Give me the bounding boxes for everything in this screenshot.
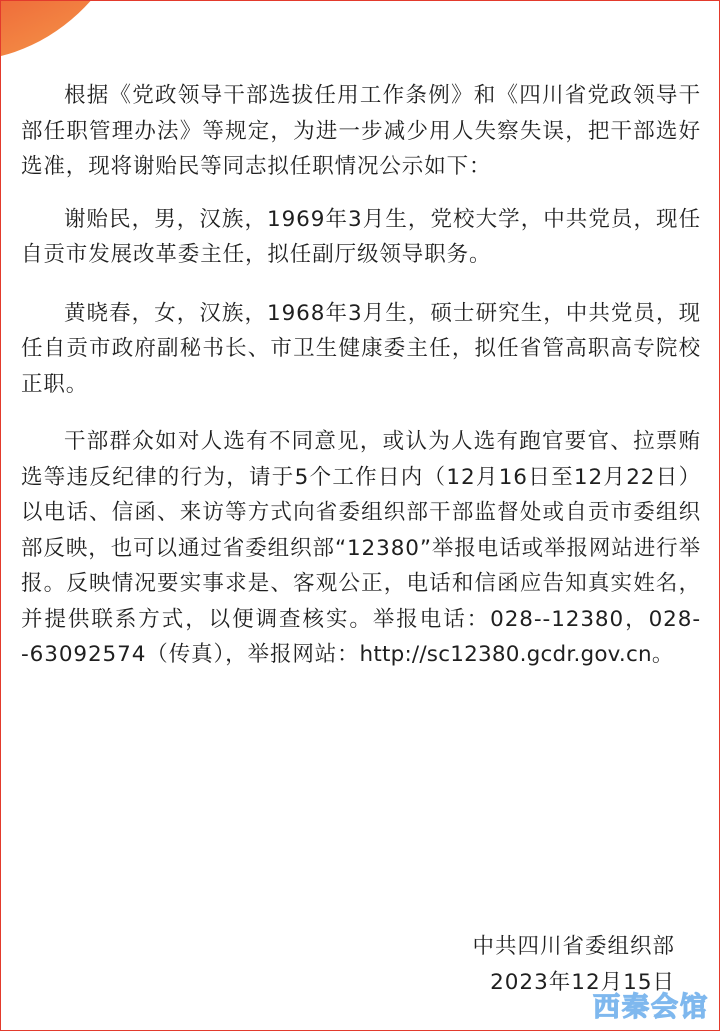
paragraph-candidate-huang: 黄晓春，女，汉族，1968年3月生，硕士研究生，中共党员，现任自贡市政府副秘书长、市卫生健康委主任，拟任省管高职高专院校正职。 bbox=[21, 300, 701, 397]
watermark-logo: 西秦会馆 bbox=[593, 992, 709, 1023]
report-website-link[interactable]: http://sc12380.gcdr.gov.cn bbox=[359, 642, 652, 667]
closing-punctuation: 。 bbox=[651, 642, 675, 667]
report-instructions-text: 干部群众如对人选有不同意见，或认为人选有跑官要官、拉票贿选等违反纪律的行为，请于5个工作日内（12月16日至12月22日）以电话、信函、来访等方式向省委组织部干部监督处或自贡市委组织部反映，也可以通过省委组织部“12380”举报电话或举报网站进行举报。反映情况要实事求是、客观公正，电话和信函应告知真实姓名，并提供联系方式，以便调查核实。举报电话：028--12380，028--63092574（传真），举报网站： bbox=[21, 429, 701, 667]
signature-date: 2023年12月15日 bbox=[490, 970, 675, 995]
corner-decoration bbox=[0, 0, 146, 61]
signature-organization: 中共四川省委组织部 bbox=[472, 934, 675, 959]
paragraph-candidate-xie: 谢贻民，男，汉族，1969年3月生，党校大学，中共党员，现任自贡市发展改革委主任，拟任副厅级领导职务。 bbox=[21, 206, 701, 267]
paragraph-intro: 根据《党政领导干部选拔任用工作条例》和《四川省党政领导干部任职管理办法》等规定，为进一步减少用人失察失误，把干部选好选准，现将谢贻民等同志拟任职情况公示如下： bbox=[21, 83, 701, 179]
notice-body bbox=[21, 78, 701, 673]
paragraph-report-instructions bbox=[21, 424, 701, 673]
